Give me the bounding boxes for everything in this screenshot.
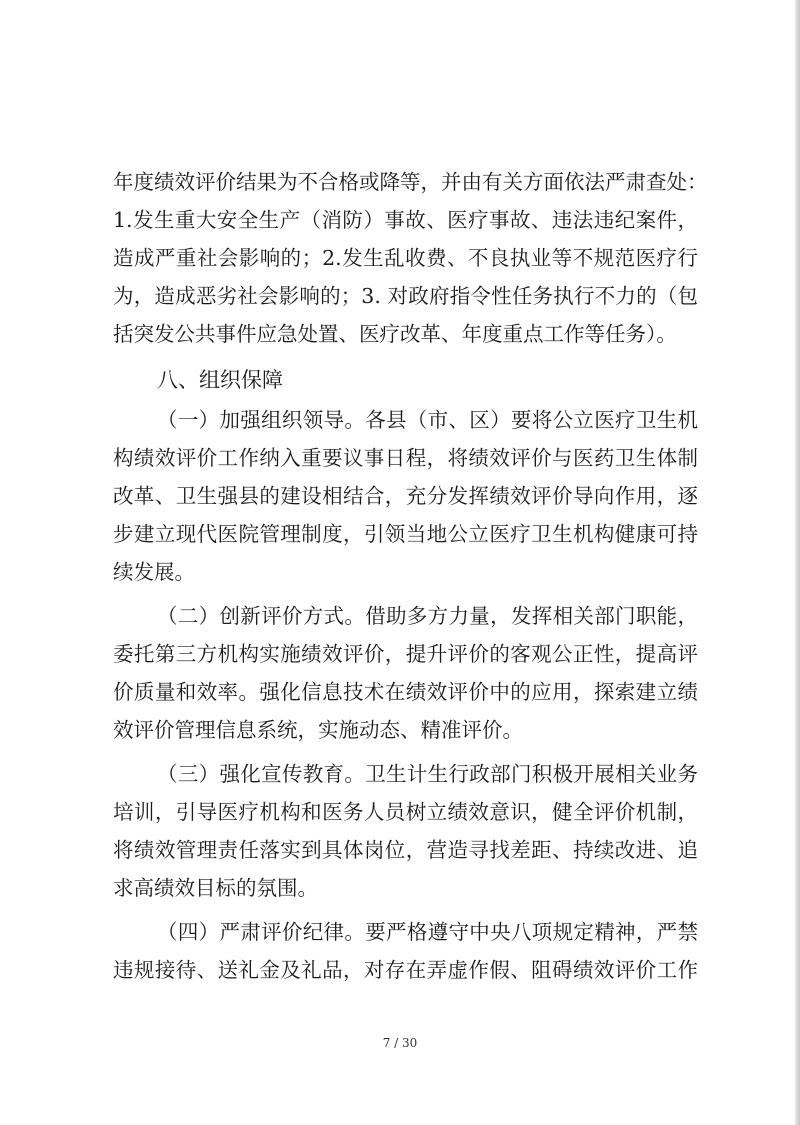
text-line: 为，造成恶劣社会影响的；3. 对政府指令性任务执行不力的（包 [113, 284, 698, 308]
section-heading: 八、组织保障 [157, 368, 283, 392]
paragraph-leadership [113, 401, 698, 591]
paragraph-penalties [113, 163, 708, 353]
paragraph-evaluation-method [113, 597, 698, 749]
scan-edge-shadow [795, 0, 800, 1125]
text-line: 续发展。 [113, 560, 195, 584]
text-line: 造成严重社会影响的；2.发生乱收费、不良执业等不规范医疗行 [113, 246, 698, 270]
text-line: 求高绩效目标的氛围。 [113, 876, 318, 900]
text-line: 委托第三方机构实施绩效评价，提升评价的客观公正性，提高评 [113, 642, 698, 666]
text-line: （一）加强组织领导。各县（市、区）要将公立医疗卫生机 [157, 408, 698, 432]
text-line: 改革、卫生强县的建设相结合，充分发挥绩效评价导向作用，逐 [113, 484, 698, 508]
text-line: （三）强化宣传教育。卫生计生行政部门积极开展相关业务 [157, 762, 698, 786]
document-body [113, 163, 708, 995]
text-line: （二）创新评价方式。借助多方力量，发挥相关部门职能， [157, 604, 698, 628]
text-line: 培训，引导医疗机构和医务人员树立绩效意识，健全评价机制， [113, 800, 698, 824]
text-line: 将绩效管理责任落实到具体岗位，营造寻找差距、持续改进、追 [113, 838, 698, 862]
paragraph-publicity [113, 755, 698, 907]
text-line: 效评价管理信息系统，实施动态、精准评价。 [113, 718, 523, 742]
text-line: 违规接待、送礼金及礼品，对存在弄虚作假、阻碍绩效评价工作 [113, 958, 698, 982]
text-line: 价质量和效率。强化信息技术在绩效评价中的应用，探索建立绩 [113, 680, 698, 704]
paragraph-discipline [113, 913, 698, 989]
text-line: 括突发公共事件应急处置、医疗改革、年度重点工作等任务）。 [113, 322, 677, 346]
text-line: 构绩效评价工作纳入重要议事日程，将绩效评价与医药卫生体制 [113, 446, 698, 470]
text-line: 步建立现代医院管理制度，引领当地公立医疗卫生机构健康可持 [113, 522, 698, 546]
text-line: 年度绩效评价结果为不合格或降等，并由有关方面依法严肃查处： [113, 170, 708, 194]
text-line: （四）严肃评价纪律。要严格遵守中央八项规定精神，严禁 [157, 920, 698, 944]
text-line: 1.发生重大安全生产（消防）事故、医疗事故、违法违纪案件， [113, 208, 698, 232]
page-number: 7 / 30 [382, 1036, 418, 1050]
